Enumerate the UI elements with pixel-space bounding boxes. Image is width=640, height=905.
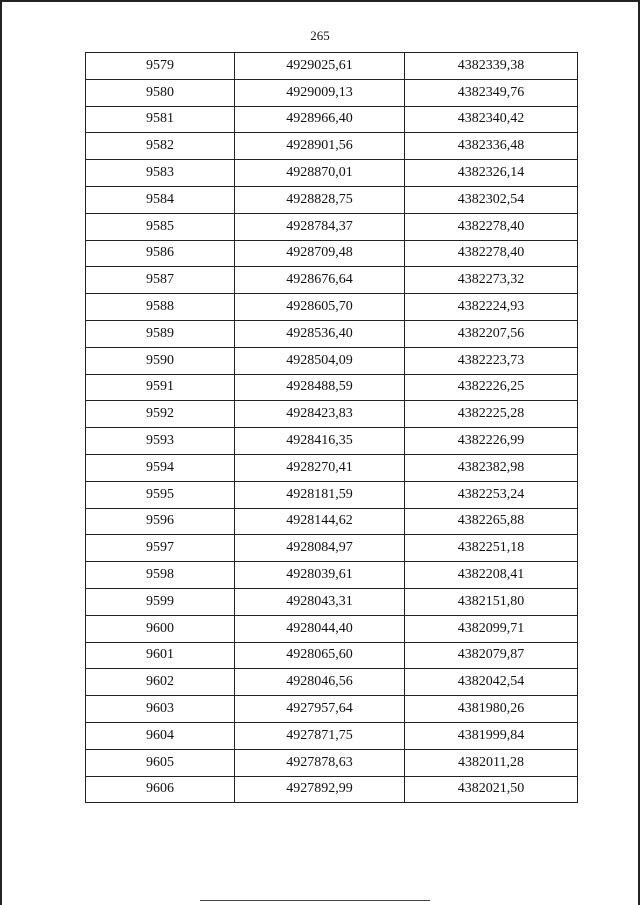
y-coordinate-cell: 4382223,73 xyxy=(405,347,578,374)
y-coordinate-cell: 4382208,41 xyxy=(405,562,578,589)
x-coordinate-cell: 4929009,13 xyxy=(235,79,405,106)
table-row xyxy=(86,401,578,428)
table-row xyxy=(86,454,578,481)
y-coordinate-cell: 4382226,99 xyxy=(405,428,578,455)
point-number-cell: 9587 xyxy=(86,267,235,294)
x-coordinate-cell: 4928043,31 xyxy=(235,588,405,615)
table-row xyxy=(86,722,578,749)
bottom-scan-line xyxy=(200,900,430,901)
y-coordinate-cell: 4382349,76 xyxy=(405,79,578,106)
point-number-cell: 9595 xyxy=(86,481,235,508)
x-coordinate-cell: 4928181,59 xyxy=(235,481,405,508)
y-coordinate-cell: 4382336,48 xyxy=(405,133,578,160)
page-left-border xyxy=(0,0,2,905)
x-coordinate-cell: 4928676,64 xyxy=(235,267,405,294)
point-number-cell: 9597 xyxy=(86,535,235,562)
y-coordinate-cell: 4382099,71 xyxy=(405,615,578,642)
point-number-cell: 9601 xyxy=(86,642,235,669)
point-number-cell: 9581 xyxy=(86,106,235,133)
point-number-cell: 9603 xyxy=(86,696,235,723)
point-number-cell: 9605 xyxy=(86,749,235,776)
x-coordinate-cell: 4928488,59 xyxy=(235,374,405,401)
x-coordinate-cell: 4928270,41 xyxy=(235,454,405,481)
table-row xyxy=(86,106,578,133)
point-number-cell: 9588 xyxy=(86,294,235,321)
table-row xyxy=(86,696,578,723)
table-row xyxy=(86,508,578,535)
table-row xyxy=(86,776,578,803)
x-coordinate-cell: 4928144,62 xyxy=(235,508,405,535)
table-row xyxy=(86,133,578,160)
point-number-cell: 9584 xyxy=(86,186,235,213)
table-row xyxy=(86,749,578,776)
table-row xyxy=(86,588,578,615)
x-coordinate-cell: 4928605,70 xyxy=(235,294,405,321)
x-coordinate-cell: 4928966,40 xyxy=(235,106,405,133)
y-coordinate-cell: 4382253,24 xyxy=(405,481,578,508)
x-coordinate-cell: 4928784,37 xyxy=(235,213,405,240)
point-number-cell: 9596 xyxy=(86,508,235,535)
point-number-cell: 9593 xyxy=(86,428,235,455)
point-number-cell: 9583 xyxy=(86,160,235,187)
x-coordinate-cell: 4928044,40 xyxy=(235,615,405,642)
y-coordinate-cell: 4382207,56 xyxy=(405,320,578,347)
y-coordinate-cell: 4382011,28 xyxy=(405,749,578,776)
table-row xyxy=(86,428,578,455)
point-number-cell: 9594 xyxy=(86,454,235,481)
x-coordinate-cell: 4928046,56 xyxy=(235,669,405,696)
x-coordinate-cell: 4928504,09 xyxy=(235,347,405,374)
point-number-cell: 9579 xyxy=(86,53,235,80)
x-coordinate-cell: 4928901,56 xyxy=(235,133,405,160)
x-coordinate-cell: 4928709,48 xyxy=(235,240,405,267)
x-coordinate-cell: 4928065,60 xyxy=(235,642,405,669)
y-coordinate-cell: 4382339,38 xyxy=(405,53,578,80)
point-number-cell: 9586 xyxy=(86,240,235,267)
y-coordinate-cell: 4382265,88 xyxy=(405,508,578,535)
table-row xyxy=(86,535,578,562)
table-row xyxy=(86,186,578,213)
x-coordinate-cell: 4927957,64 xyxy=(235,696,405,723)
y-coordinate-cell: 4382042,54 xyxy=(405,669,578,696)
x-coordinate-cell: 4928416,35 xyxy=(235,428,405,455)
x-coordinate-cell: 4927878,63 xyxy=(235,749,405,776)
table-row xyxy=(86,562,578,589)
point-number-cell: 9598 xyxy=(86,562,235,589)
y-coordinate-cell: 4382340,42 xyxy=(405,106,578,133)
table-row xyxy=(86,481,578,508)
y-coordinate-cell: 4382021,50 xyxy=(405,776,578,803)
table-row xyxy=(86,374,578,401)
table-row xyxy=(86,160,578,187)
y-coordinate-cell: 4382382,98 xyxy=(405,454,578,481)
x-coordinate-cell: 4927892,99 xyxy=(235,776,405,803)
point-number-cell: 9589 xyxy=(86,320,235,347)
table-row xyxy=(86,320,578,347)
table-row xyxy=(86,347,578,374)
table-row xyxy=(86,53,578,80)
point-number-cell: 9602 xyxy=(86,669,235,696)
y-coordinate-cell: 4382273,32 xyxy=(405,267,578,294)
point-number-cell: 9582 xyxy=(86,133,235,160)
y-coordinate-cell: 4382302,54 xyxy=(405,186,578,213)
x-coordinate-cell: 4928828,75 xyxy=(235,186,405,213)
coordinates-table xyxy=(85,52,578,803)
table-row xyxy=(86,669,578,696)
x-coordinate-cell: 4928423,83 xyxy=(235,401,405,428)
point-number-cell: 9600 xyxy=(86,615,235,642)
point-number-cell: 9606 xyxy=(86,776,235,803)
point-number-cell: 9590 xyxy=(86,347,235,374)
y-coordinate-cell: 4382251,18 xyxy=(405,535,578,562)
table-row xyxy=(86,642,578,669)
y-coordinate-cell: 4381999,84 xyxy=(405,722,578,749)
point-number-cell: 9591 xyxy=(86,374,235,401)
coordinates-table-body xyxy=(86,53,578,803)
y-coordinate-cell: 4382278,40 xyxy=(405,240,578,267)
y-coordinate-cell: 4382226,25 xyxy=(405,374,578,401)
y-coordinate-cell: 4382225,28 xyxy=(405,401,578,428)
table-row xyxy=(86,615,578,642)
page-top-border xyxy=(0,0,640,2)
x-coordinate-cell: 4929025,61 xyxy=(235,53,405,80)
y-coordinate-cell: 4382326,14 xyxy=(405,160,578,187)
y-coordinate-cell: 4382151,80 xyxy=(405,588,578,615)
y-coordinate-cell: 4381980,26 xyxy=(405,696,578,723)
point-number-cell: 9585 xyxy=(86,213,235,240)
y-coordinate-cell: 4382278,40 xyxy=(405,213,578,240)
table-row xyxy=(86,240,578,267)
x-coordinate-cell: 4928536,40 xyxy=(235,320,405,347)
point-number-cell: 9592 xyxy=(86,401,235,428)
point-number-cell: 9599 xyxy=(86,588,235,615)
x-coordinate-cell: 4928039,61 xyxy=(235,562,405,589)
table-row xyxy=(86,79,578,106)
point-number-cell: 9580 xyxy=(86,79,235,106)
x-coordinate-cell: 4928870,01 xyxy=(235,160,405,187)
table-row xyxy=(86,267,578,294)
page-number: 265 xyxy=(310,28,330,43)
y-coordinate-cell: 4382224,93 xyxy=(405,294,578,321)
x-coordinate-cell: 4928084,97 xyxy=(235,535,405,562)
y-coordinate-cell: 4382079,87 xyxy=(405,642,578,669)
table-row xyxy=(86,213,578,240)
point-number-cell: 9604 xyxy=(86,722,235,749)
table-row xyxy=(86,294,578,321)
x-coordinate-cell: 4927871,75 xyxy=(235,722,405,749)
